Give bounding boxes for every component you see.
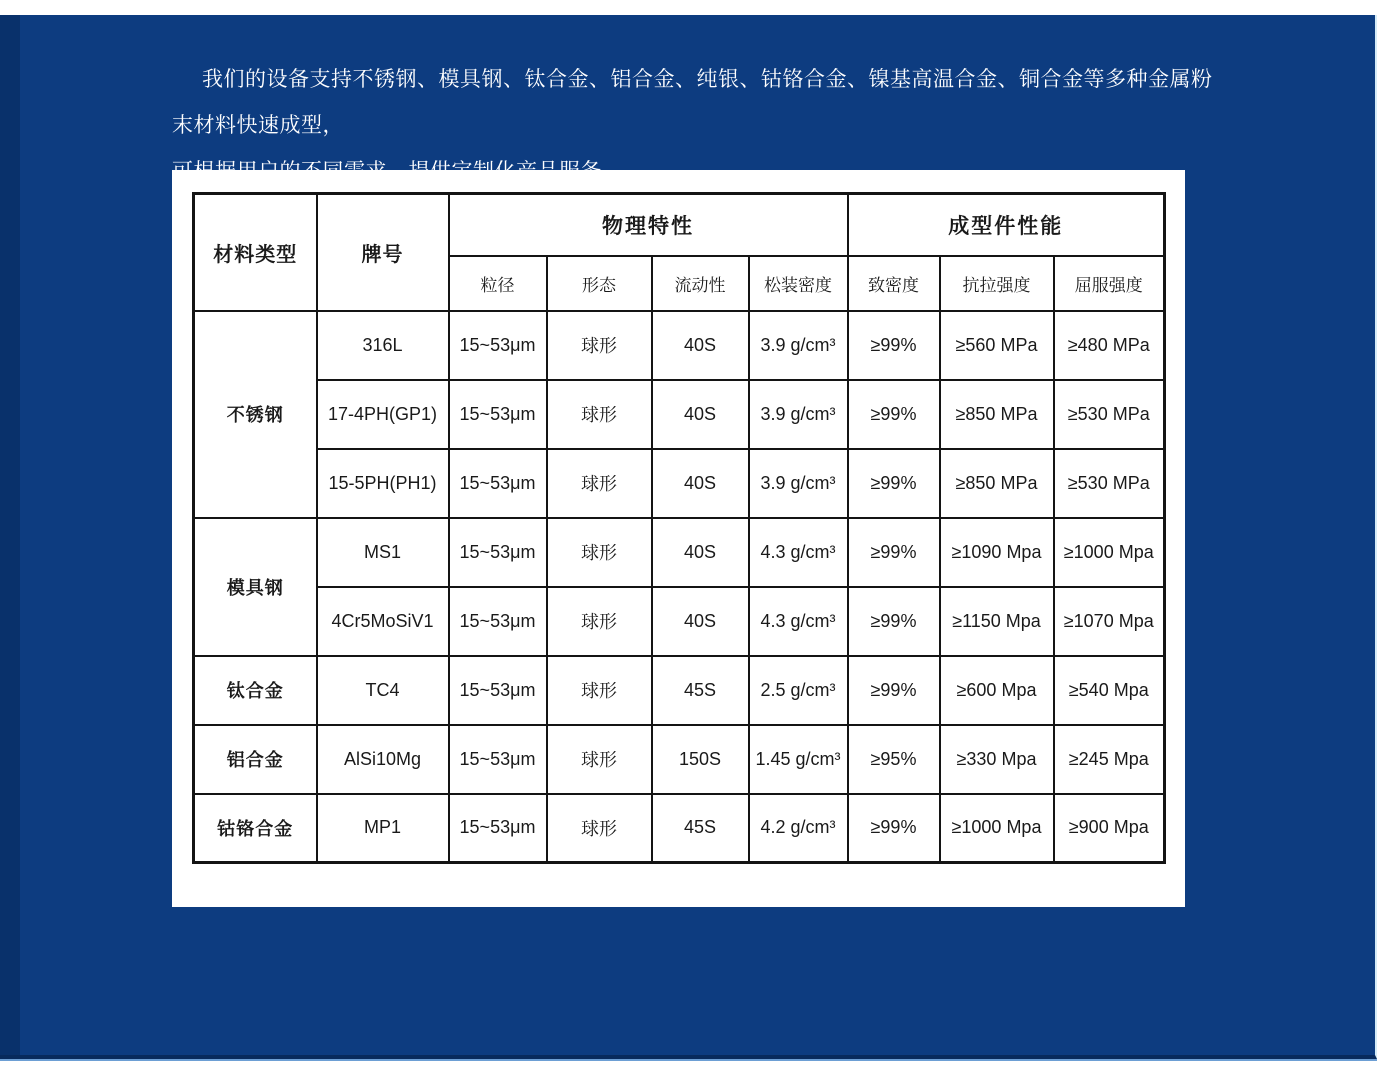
- header-compactness: 致密度: [848, 256, 940, 311]
- header-molded-part-performance: 成型件性能: [848, 194, 1165, 256]
- header-row-top: [194, 194, 1165, 256]
- cell-compactness: ≥95%: [848, 725, 940, 794]
- cell-compactness: ≥99%: [848, 794, 940, 863]
- cell-bulk-density: 4.2 g/cm³: [749, 794, 848, 863]
- cell-tensile-strength: ≥1090 Mpa: [940, 518, 1054, 587]
- cell-bulk-density: 3.9 g/cm³: [749, 380, 848, 449]
- cell-particle-size: 15~53μm: [449, 587, 547, 656]
- cell-compactness: ≥99%: [848, 449, 940, 518]
- table-panel: [172, 170, 1185, 907]
- cell-compactness: ≥99%: [848, 656, 940, 725]
- cell-flowability: 45S: [652, 656, 749, 725]
- table-row: [194, 725, 1165, 794]
- cell-bulk-density: 4.3 g/cm³: [749, 518, 848, 587]
- header-physical-properties: 物理特性: [449, 194, 848, 256]
- cell-tensile-strength: ≥330 Mpa: [940, 725, 1054, 794]
- header-yield-strength: 屈服强度: [1054, 256, 1165, 311]
- table-row: [194, 380, 1165, 449]
- left-shade-band: [0, 15, 20, 1055]
- header-flowability: 流动性: [652, 256, 749, 311]
- header-material-type: 材料类型: [194, 194, 317, 311]
- cell-flowability: 40S: [652, 311, 749, 380]
- cell-bulk-density: 3.9 g/cm³: [749, 449, 848, 518]
- cell-grade: 316L: [317, 311, 449, 380]
- cell-grade: 4Cr5MoSiV1: [317, 587, 449, 656]
- cell-grade: AlSi10Mg: [317, 725, 449, 794]
- cell-compactness: ≥99%: [848, 311, 940, 380]
- table-row: [194, 449, 1165, 518]
- header-shape: 形态: [547, 256, 652, 311]
- cell-shape: 球形: [547, 725, 652, 794]
- cell-particle-size: 15~53μm: [449, 794, 547, 863]
- cell-shape: 球形: [547, 380, 652, 449]
- cell-particle-size: 15~53μm: [449, 725, 547, 794]
- table-row: [194, 794, 1165, 863]
- cell-tensile-strength: ≥1150 Mpa: [940, 587, 1054, 656]
- cell-yield-strength: ≥1000 Mpa: [1054, 518, 1165, 587]
- header-bulk-density: 松装密度: [749, 256, 848, 311]
- table-row: [194, 587, 1165, 656]
- cell-flowability: 40S: [652, 449, 749, 518]
- table-row: [194, 656, 1165, 725]
- cell-material-type: 模具钢: [194, 518, 317, 656]
- cell-shape: 球形: [547, 518, 652, 587]
- cell-flowability: 45S: [652, 794, 749, 863]
- cell-yield-strength: ≥530 MPa: [1054, 380, 1165, 449]
- cell-flowability: 150S: [652, 725, 749, 794]
- cell-tensile-strength: ≥850 MPa: [940, 449, 1054, 518]
- cell-tensile-strength: ≥850 MPa: [940, 380, 1054, 449]
- cell-shape: 球形: [547, 656, 652, 725]
- cell-tensile-strength: ≥600 Mpa: [940, 656, 1054, 725]
- materials-table: [192, 192, 1166, 864]
- cell-yield-strength: ≥900 Mpa: [1054, 794, 1165, 863]
- cell-shape: 球形: [547, 587, 652, 656]
- cell-compactness: ≥99%: [848, 518, 940, 587]
- cell-compactness: ≥99%: [848, 380, 940, 449]
- cell-shape: 球形: [547, 449, 652, 518]
- cell-yield-strength: ≥540 Mpa: [1054, 656, 1165, 725]
- cell-flowability: 40S: [652, 518, 749, 587]
- cell-particle-size: 15~53μm: [449, 656, 547, 725]
- cell-grade: 15-5PH(PH1): [317, 449, 449, 518]
- blue-background: [0, 15, 1377, 1059]
- cell-grade: MP1: [317, 794, 449, 863]
- intro-line-1: 我们的设备支持不锈钢、模具钢、钛合金、铝合金、纯银、钴铬合金、镍基高温合金、铜合金等多种金属粉末材料快速成型，: [172, 68, 1213, 137]
- cell-bulk-density: 3.9 g/cm³: [749, 311, 848, 380]
- cell-material-type: 铝合金: [194, 725, 317, 794]
- table-row: [194, 518, 1165, 587]
- cell-bulk-density: 1.45 g/cm³: [749, 725, 848, 794]
- table-row: [194, 311, 1165, 380]
- cell-tensile-strength: ≥1000 Mpa: [940, 794, 1054, 863]
- cell-tensile-strength: ≥560 MPa: [940, 311, 1054, 380]
- cell-particle-size: 15~53μm: [449, 311, 547, 380]
- cell-yield-strength: ≥245 Mpa: [1054, 725, 1165, 794]
- cell-grade: TC4: [317, 656, 449, 725]
- cell-compactness: ≥99%: [848, 587, 940, 656]
- cell-flowability: 40S: [652, 587, 749, 656]
- cell-particle-size: 15~53μm: [449, 518, 547, 587]
- cell-grade: MS1: [317, 518, 449, 587]
- cell-shape: 球形: [547, 311, 652, 380]
- cell-yield-strength: ≥530 MPa: [1054, 449, 1165, 518]
- cell-shape: 球形: [547, 794, 652, 863]
- cell-material-type: 不锈钢: [194, 311, 317, 518]
- cell-bulk-density: 2.5 g/cm³: [749, 656, 848, 725]
- bottom-accent-line: [0, 1059, 1377, 1061]
- cell-particle-size: 15~53μm: [449, 380, 547, 449]
- cell-particle-size: 15~53μm: [449, 449, 547, 518]
- cell-flowability: 40S: [652, 380, 749, 449]
- cell-yield-strength: ≥1070 Mpa: [1054, 587, 1165, 656]
- cell-grade: 17-4PH(GP1): [317, 380, 449, 449]
- cell-material-type: 钴铬合金: [194, 794, 317, 863]
- cell-material-type: 钛合金: [194, 656, 317, 725]
- cell-yield-strength: ≥480 MPa: [1054, 311, 1165, 380]
- header-tensile-strength: 抗拉强度: [940, 256, 1054, 311]
- header-grade: 牌号: [317, 194, 449, 311]
- cell-bulk-density: 4.3 g/cm³: [749, 587, 848, 656]
- header-particle-size: 粒径: [449, 256, 547, 311]
